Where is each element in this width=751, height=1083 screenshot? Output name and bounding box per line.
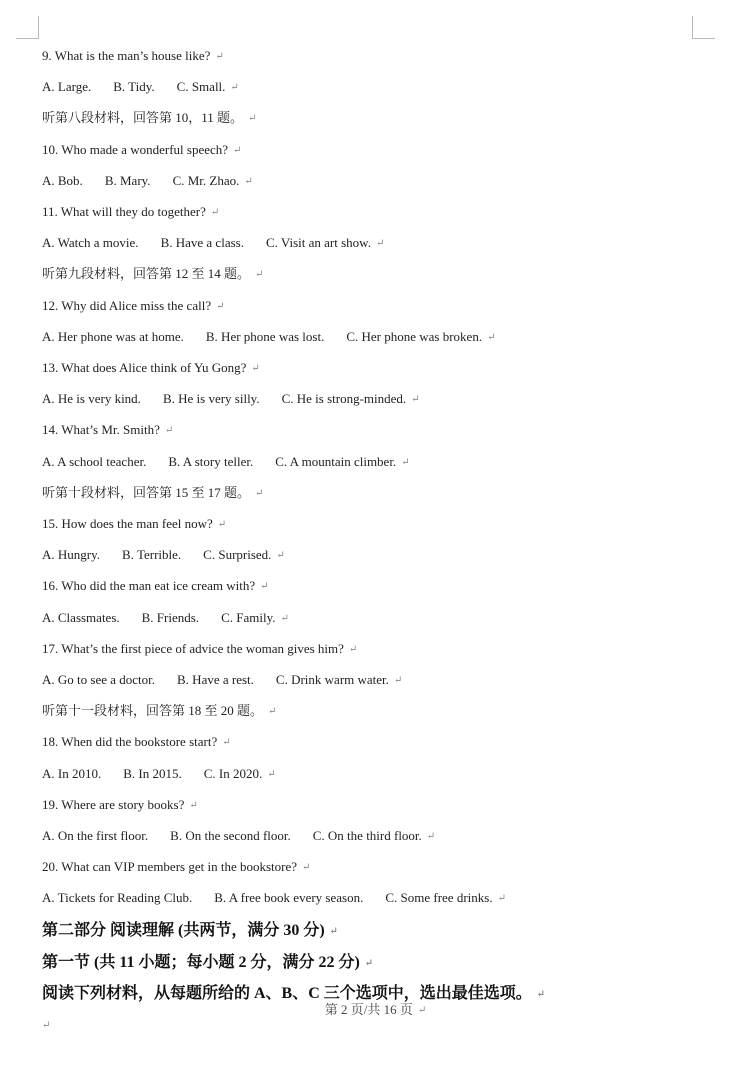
option-text: A. Classmates.: [42, 609, 120, 625]
option-text: A. Her phone was at home.: [42, 328, 184, 344]
listening-instruction: 听第十一段材料，回答第 18 至 20 题。 ↵: [42, 703, 277, 719]
option-text: A. Large.: [42, 79, 92, 95]
option-text: C. Some free drinks.: [385, 890, 493, 906]
answer-options: [42, 672, 402, 689]
paragraph-mark: ↵: [164, 425, 174, 437]
option-text: B. Mary.: [104, 172, 151, 188]
empty-paragraph-mark: ↵: [42, 1020, 51, 1031]
question-text: 18. When did the bookstore start? ↵: [42, 734, 231, 750]
paragraph-mark: ↵: [217, 519, 227, 530]
paragraph-mark: ↵: [233, 144, 242, 156]
paragraph-mark: ↵: [497, 893, 506, 905]
paragraph-mark: ↵: [230, 82, 239, 94]
option-text: B. Have a class.: [160, 235, 244, 251]
paragraph-mark: ↵: [487, 331, 496, 343]
answer-options: [42, 391, 420, 408]
page-footer: 第 2 页/共 16 页 ↵: [324, 1002, 427, 1017]
paragraph-mark: ↵: [280, 612, 289, 624]
option-text: C. Small.: [176, 79, 226, 95]
reading-instruction: 阅读下列材料，从每题所给的 A、B、C 三个选项中，选出最佳选项。 ↵: [42, 985, 546, 1002]
option-text: B. He is very silly.: [162, 391, 260, 407]
paragraph-mark: ↵: [411, 394, 420, 406]
question-text: 9. What is the man’s house like? ↵: [42, 48, 224, 63]
answer-options: [42, 890, 506, 907]
paragraph-mark: ↵: [348, 643, 358, 655]
question-text: 20. What can VIP members get in the bookstore? ↵: [42, 859, 311, 875]
option-text: C. Family.: [221, 609, 276, 625]
option-text: B. Tidy.: [113, 79, 155, 95]
listening-instruction: 听第九段材料，回答第 12 至 14 题。 ↵: [42, 266, 264, 282]
option-text: B. A free book every season.: [214, 890, 364, 906]
option-text: C. A mountain climber.: [275, 453, 397, 469]
answer-options: [42, 329, 495, 346]
paragraph-mark: ↵: [215, 51, 224, 62]
option-text: A. Watch a movie.: [42, 235, 139, 251]
option-text: C. He is strong-minded.: [281, 391, 407, 407]
paragraph-mark: ↵: [244, 175, 253, 187]
question-text: 13. What does Alice think of Yu Gong? ↵: [42, 360, 260, 375]
answer-options: [42, 454, 410, 471]
option-text: B. On the second floor.: [170, 828, 291, 843]
paragraph-mark: ↵: [216, 300, 225, 312]
option-text: B. Her phone was lost.: [205, 328, 325, 344]
question-text: 10. Who made a wonderful speech? ↵: [42, 141, 242, 157]
option-text: C. Her phone was broken.: [346, 328, 483, 344]
paragraph-mark: ↵: [248, 113, 257, 125]
option-text: C. Surprised.: [203, 547, 272, 563]
section-two-heading: 第二部分 阅读理解 (共两节，满分 30 分) ↵: [42, 922, 339, 939]
paragraph-mark: ↵: [189, 799, 198, 811]
option-text: A. In 2010.: [42, 765, 102, 781]
paragraph-mark: ↵: [302, 862, 311, 874]
answer-options: [42, 79, 239, 96]
question-text: 16. Who did the man eat ice cream with? ↵: [42, 578, 269, 594]
paragraph-mark: ↵: [268, 706, 277, 718]
paragraph-mark: ↵: [255, 269, 264, 281]
paragraph-mark: ↵: [260, 581, 269, 593]
answer-options: [42, 766, 276, 783]
paragraph-mark: ↵: [255, 487, 264, 499]
option-text: A. Bob.: [42, 172, 83, 188]
page-corner-mark-left: [16, 16, 39, 39]
paragraph-mark: ↵: [267, 768, 276, 780]
option-text: A. A school teacher.: [42, 453, 147, 469]
option-text: B. Terrible.: [122, 547, 182, 563]
listening-instruction: 听第八段材料，回答第 10，11 题。 ↵: [42, 110, 257, 126]
option-text: A. Tickets for Reading Club.: [42, 890, 193, 906]
paragraph-mark: ↵: [222, 737, 231, 749]
option-text: A. He is very kind.: [42, 391, 141, 407]
question-text: 17. What’s the first piece of advice the woman gives him? ↵: [42, 640, 358, 656]
section-one-subheading: 第一节 (共 11 小题；每小题 2 分，满分 22 分) ↵: [42, 954, 374, 971]
question-text: 12. Why did Alice miss the call? ↵: [42, 297, 225, 313]
option-text: C. On the third floor.: [312, 828, 422, 843]
answer-options: [42, 235, 384, 252]
option-text: A. On the first floor.: [42, 828, 149, 843]
option-text: C. Mr. Zhao.: [172, 172, 240, 188]
option-text: B. Friends.: [141, 609, 200, 625]
question-text: 15. How does the man feel now? ↵: [42, 516, 227, 531]
paragraph-mark: ↵: [375, 238, 385, 250]
question-text: 14. What’s Mr. Smith? ↵: [42, 422, 174, 438]
listening-instruction: 听第十段材料，回答第 15 至 17 题。 ↵: [42, 484, 264, 500]
paragraph-mark: ↵: [251, 363, 260, 374]
answer-options: [42, 547, 285, 564]
option-text: A. Go to see a doctor.: [42, 672, 156, 687]
option-text: B. Have a rest.: [177, 672, 254, 687]
page-corner-mark-right: [692, 16, 715, 39]
option-text: A. Hungry.: [42, 547, 101, 563]
option-text: C. Drink warm water.: [275, 672, 389, 687]
answer-options: [42, 173, 253, 190]
question-text: 19. Where are story books? ↵: [42, 796, 198, 812]
paragraph-mark: ↵: [393, 675, 403, 686]
question-text: 11. What will they do together? ↵: [42, 204, 220, 219]
option-text: C. In 2020.: [203, 765, 263, 781]
option-text: B. A story teller.: [168, 453, 254, 469]
paragraph-mark: ↵: [276, 550, 285, 562]
paragraph-mark: ↵: [426, 831, 436, 842]
paragraph-mark: ↵: [210, 207, 220, 218]
paragraph-mark: ↵: [401, 456, 410, 468]
answer-options: [42, 828, 435, 845]
option-text: B. In 2015.: [123, 765, 182, 781]
option-text: C. Visit an art show.: [265, 235, 371, 251]
answer-options: [42, 610, 289, 627]
